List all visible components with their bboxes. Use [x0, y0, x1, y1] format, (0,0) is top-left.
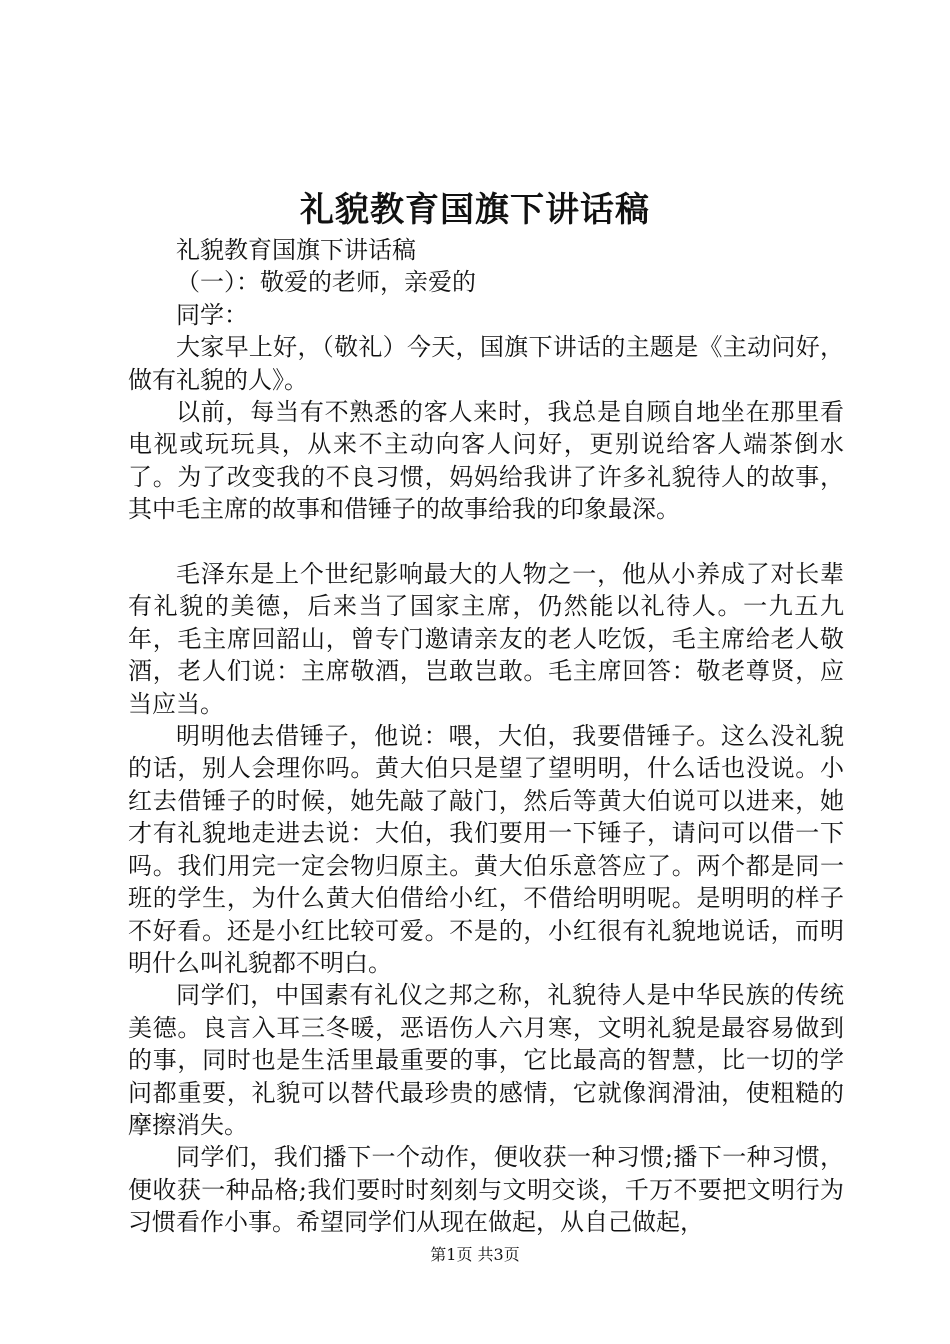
document-body	[128, 234, 844, 1239]
paragraph-past-habits: 以前，每当有不熟悉的客人来时，我总是自顾自地坐在那里看电视或玩玩具，从来不主动向客人问好，更别说给客人端茶倒水了。为了改变我的不良习惯，妈妈给我讲了许多礼貌待人的故事，其中毛主席的故事和借锤子的故事给我的印象最深。	[128, 398, 844, 524]
paragraph-subtitle: 礼貌教育国旗下讲话稿	[176, 236, 416, 264]
paragraph-salutation: （一）：敬爱的老师，亲爱的	[176, 268, 476, 297]
paragraph-greeting: 大家早上好，（敬礼）今天，国旗下讲话的主题是《主动问好，做有礼貌的人》。	[128, 333, 844, 394]
page-number-footer: 第1页 共3页	[430, 1245, 520, 1264]
paragraph-mao-story: 毛泽东是上个世纪影响最大的人物之一，他从小养成了对长辈有礼貌的美德，后来当了国家主席，仍然能以礼待人。一九五九年，毛主席回韶山，曾专门邀请亲友的老人吃饭，毛主席给老人敬酒，老人们说：主席敬酒，岂敢岂敢。毛主席回答：敬老尊贤，应当应当。	[128, 560, 844, 718]
document-title: 礼貌教育国旗下讲话稿	[300, 190, 650, 230]
paragraph-tradition: 同学们，中国素有礼仪之邦之称，礼貌待人是中华民族的传统美德。良言入耳三冬暖，恶语伤人六月寒，文明礼貌是最容易做到的事，同时也是生活里最重要的事，它比最高的智慧，比一切的学问都重要，礼貌可以替代最珍贵的感情，它就像润滑油，使粗糙的摩擦消失。	[128, 981, 844, 1139]
paragraph-hammer-story: 明明他去借锤子，他说：喂，大伯，我要借锤子。这么没礼貌的话，别人会理你吗。黄大伯只是望了望明明，什么话也没说。小红去借锤子的时候，她先敲了敲门，然后等黄大伯说可以进来，她才有礼貌地走进去说：大伯，我们要用一下锤子，请问可以借一下吗。我们用完一定会物归原主。黄大伯乐意答应了。两个都是同一班的学生，为什么黄大伯借给小红，不借给明明呢。是明明的样子不好看。还是小红比较可爱。不是的，小红很有礼貌地说话，而明明什么叫礼貌都不明白。	[128, 722, 844, 977]
paragraph-salutation-cont: 同学：	[176, 300, 248, 329]
paragraph-habits: 同学们，我们播下一个动作，便收获一种习惯;播下一种习惯，便收获一种品格;我们要时时刻刻与文明交谈，千万不要把文明行为习惯看作小事。希望同学们从现在做起，从自己做起，	[128, 1143, 844, 1237]
paragraph-spacer	[128, 526, 844, 558]
